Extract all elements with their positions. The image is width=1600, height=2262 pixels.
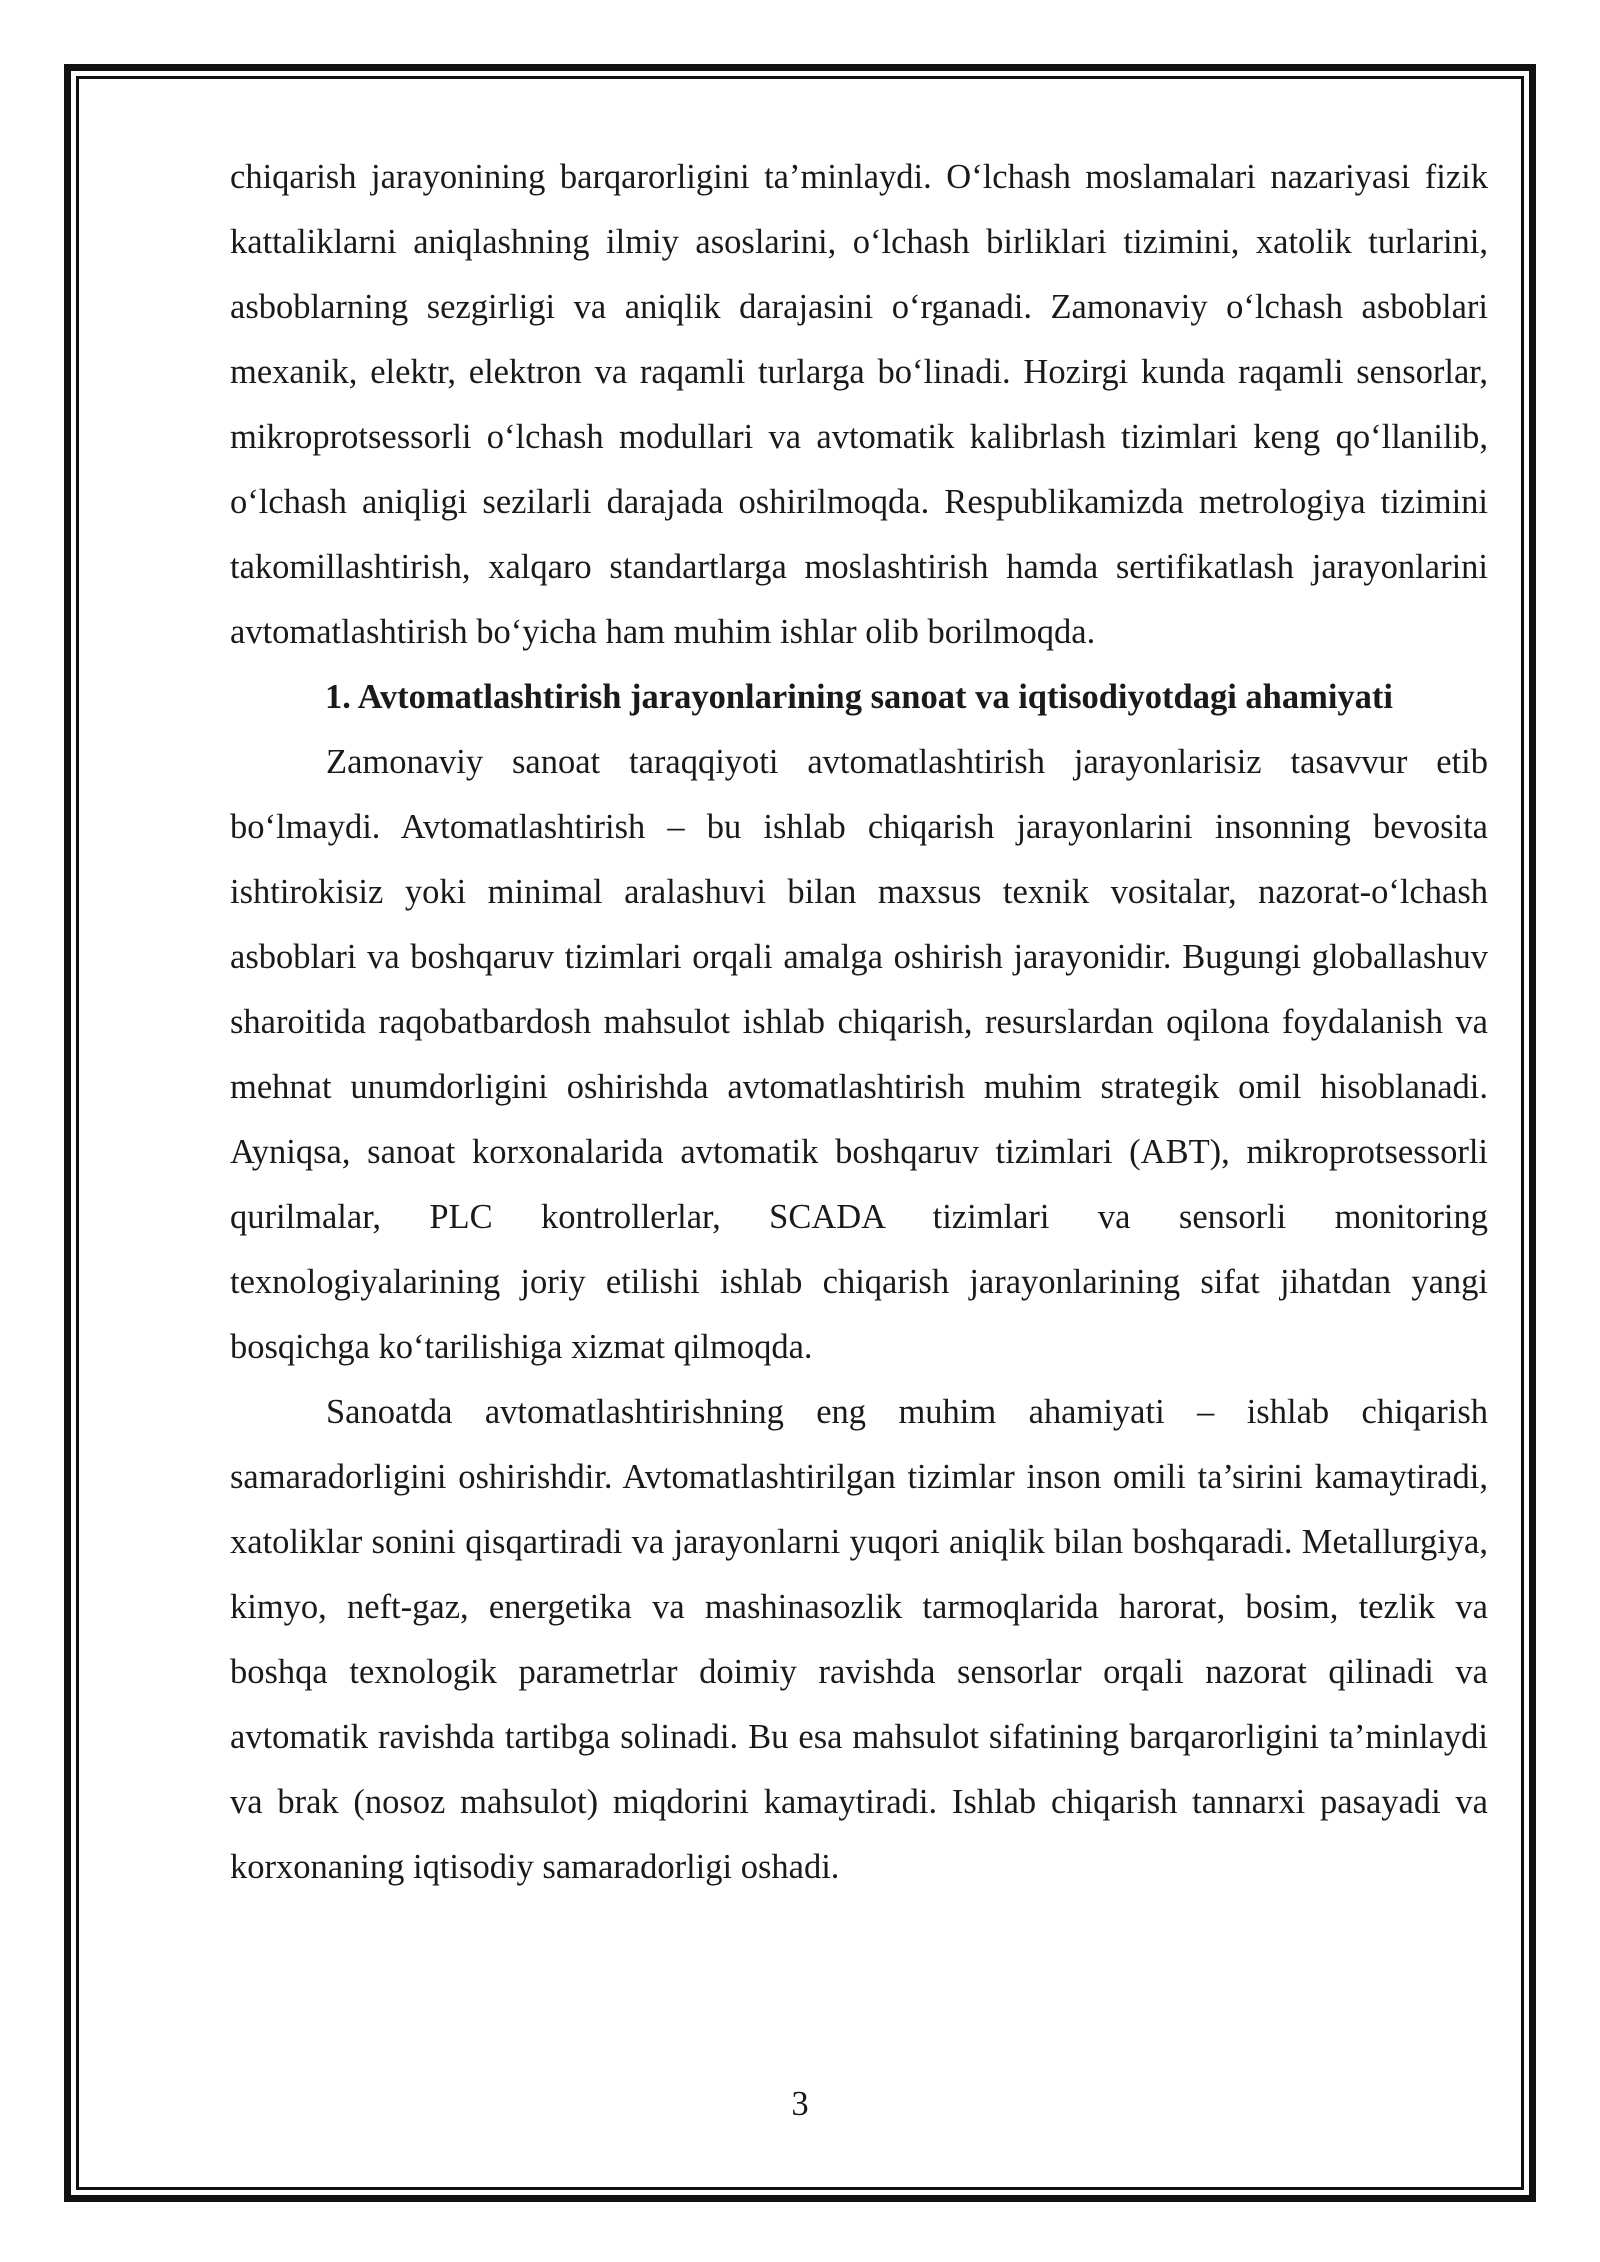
page-number: 3: [791, 2085, 809, 2123]
section-heading: 1. Avtomatlashtirish jarayonlarining sanoat va iqtisodiyotdagi ahamiyati: [324, 678, 1393, 716]
body-paragraph-1: Zamonaviy sanoat taraqqiyoti avtomatlashtirish jarayonlarisiz tasavvur etib bo‘lmaydi. Avtomatlashtirish – bu ishlab chiqarish jarayonlarini insonning bevosita ishtirokisiz yoki minimal aralashuvi bilan maxsus texnik vositalar, nazorat-o‘lchash asboblari va boshqaruv tizimlari orqali amalga oshirish jarayonidir. Bugungi globallashuv sharoitida raqobatbardosh mahsulot ishlab chiqarish, resurslardan oqilona foydalanish va mehnat unumdorligini oshirishda avtomatlashtirish muhim strategik omil hisoblanadi. Ayniqsa, sanoat korxonalarida avtomatik boshqaruv tizimlari (ABT), mikroprotsessorli qurilmalar, PLC kontrollerlar, SCADA tizimlari va sensorli monitoring texnologiyalarining joriy etilishi ishlab chiqarish jarayonlarining sifat jihatdan yangi bosqichga ko‘tarilishiga xizmat qilmoqda.: [230, 743, 1488, 1366]
body-paragraph-2: Sanoatda avtomatlashtirishning eng muhim ahamiyati – ishlab chiqarish samaradorligini oshirishdir. Avtomatlashtirilgan tizimlar inson omili ta’sirini kamaytiradi, xatoliklar sonini qisqartiradi va jarayonlarni yuqori aniqlik bilan boshqaradi. Metallurgiya, kimyo, neft-gaz, energetika va mashinasozlik tarmoqlarida harorat, bosim, tezlik va boshqa texnologik parametrlar doimiy ravishda sensorlar orqali nazorat qilinadi va avtomatik ravishda tartibga solinadi. Bu esa mahsulot sifatining barqarorligini ta’minlaydi va brak (nosoz mahsulot) miqdorini kamaytiradi. Ishlab chiqarish tannarxi pasayadi va korxonaning iqtisodiy samaradorligi oshadi.: [230, 1393, 1488, 1886]
document-body: [230, 145, 1488, 1900]
intro-paragraph: chiqarish jarayonining barqarorligini ta’minlaydi. O‘lchash moslamalari nazariyasi fizik kattaliklarni aniqlashning ilmiy asoslarini, o‘lchash birliklari tizimini, xatolik turlarini, asboblarning sezgirligi va aniqlik darajasini o‘rganadi. Zamonaviy o‘lchash asboblari mexanik, elektr, elektron va raqamli turlarga bo‘linadi. Hozirgi kunda raqamli sensorlar, mikroprotsessorli o‘lchash modullari va avtomatik kalibrlash tizimlari keng qo‘llanilib, o‘lchash aniqligi sezilarli darajada oshirilmoqda. Respublikamizda metrologiya tizimini takomillashtirish, xalqaro standartlarga moslashtirish hamda sertifikatlash jarayonlarini avtomatlashtirish bo‘yicha ham muhim ishlar olib borilmoqda.: [230, 158, 1488, 651]
